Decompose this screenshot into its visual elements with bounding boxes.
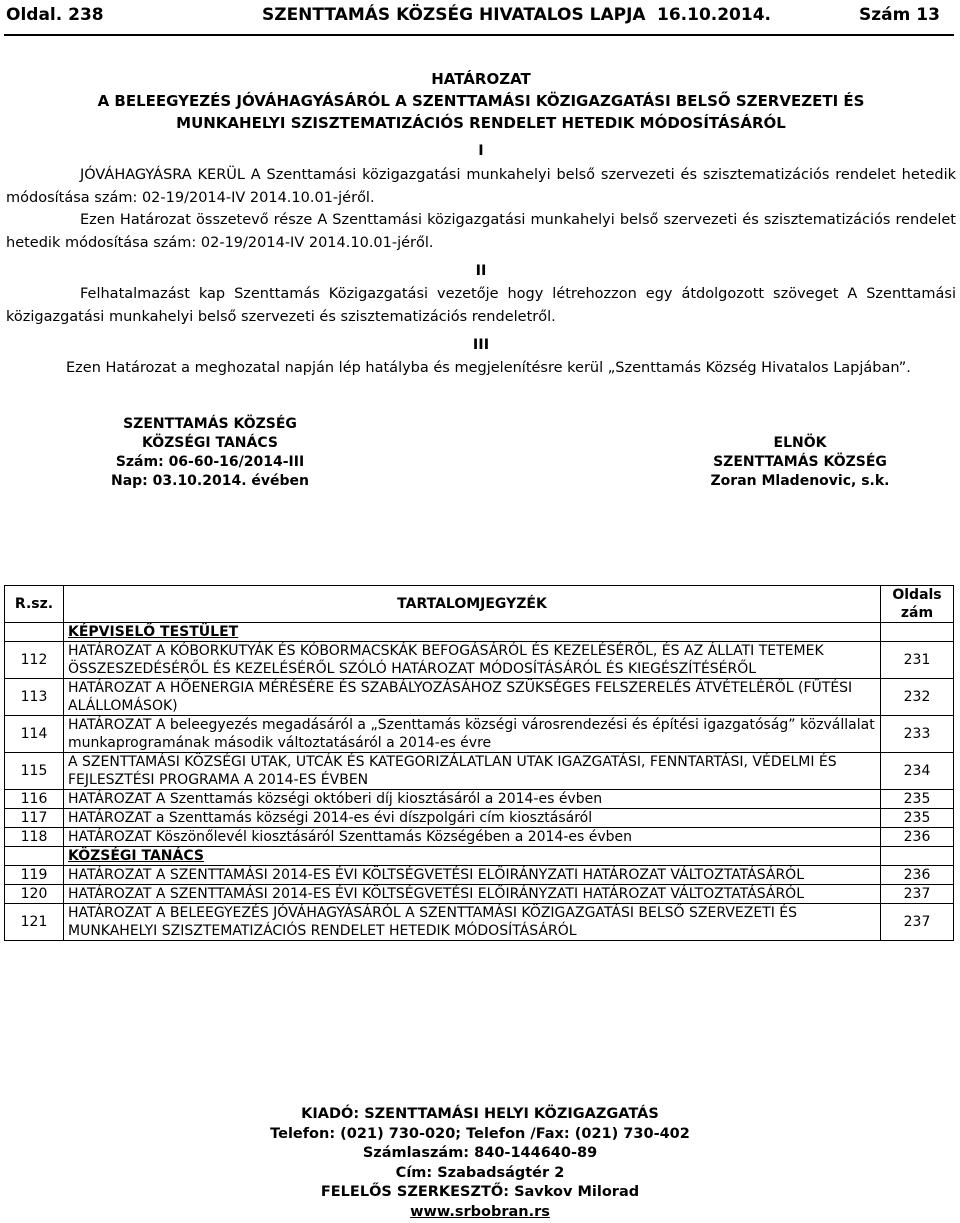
signature-president (660, 434, 940, 491)
entry-page: 236 (881, 828, 954, 847)
entry-page: 234 (881, 753, 954, 790)
entry-page: 235 (881, 809, 954, 828)
section-iii-heading: III (472, 337, 490, 353)
resolution-title (6, 68, 956, 134)
toc-section-row (5, 847, 954, 866)
publication-title: SZENTTAMÁS KÖZSÉG HIVATALOS LAPJA (262, 5, 646, 25)
signature-council (60, 415, 360, 491)
section-ii-heading: II (475, 263, 487, 279)
section-i-heading: I (478, 143, 484, 159)
entry-number: 117 (5, 809, 64, 828)
entry-page: 231 (881, 642, 954, 679)
col-number-header: R.sz. (5, 586, 64, 623)
entry-number: 121 (5, 904, 64, 941)
council-number: Szám: 06-60-16/2014-III (115, 454, 305, 470)
publisher-footer (0, 1105, 960, 1222)
entry-number: 118 (5, 828, 64, 847)
entry-page: 237 (881, 904, 954, 941)
entry-title: HATÁROZAT A Szenttamás községi októberi díj kiosztásáról a 2014-es évben (64, 790, 881, 809)
table-row (5, 679, 954, 716)
title-line-3: MUNKAHELYI SZISZTEMATIZÁCIÓS RENDELET HETEDIK MÓDOSÍTÁSÁRÓL (176, 114, 786, 132)
table-row (5, 904, 954, 941)
entry-title: HATÁROZAT Köszönőlevél kiosztásáról Szenttamás Községében a 2014-es évben (64, 828, 881, 847)
col-title-header: TARTALOMJEGYZÉK (64, 586, 881, 623)
entry-title: HATÁROZAT A beleegyezés megadásáról a „Szenttamás községi városrendezési és építési igazgatóság” közvállalat munkaprogramának második változtatásáról a 2014-es évre (64, 716, 881, 753)
publisher: KIADÓ: SZENTTAMÁSI HELYI KÖZIGAZGATÁS (301, 1106, 659, 1122)
president-name: Zoran Mladenovic, s.k. (710, 473, 890, 489)
entry-number: 119 (5, 866, 64, 885)
paragraph-2: Ezen Határozat összetevő része A Szenttamási közigazgatási munkahelyi belső szervezeti és szisztematizációs rendelet hetedik módosítása szám: 02-19/2014-IV 2014.10.01-jéről. (6, 212, 956, 251)
table-row (5, 866, 954, 885)
entry-number: 113 (5, 679, 64, 716)
entry-number: 112 (5, 642, 64, 679)
account-number: Számlaszám: 840-144640-89 (362, 1145, 598, 1161)
entry-page: 237 (881, 885, 954, 904)
paragraph-1: JÓVÁHAGYÁSRA KERÜL A Szenttamási közigazgatási munkahelyi belső szervezeti és szisztematizációs rendelet hetedik módosítása szám: 02-19/2014-IV 2014.10.01-jéről. (6, 167, 956, 206)
president-municipality: SZENTTAMÁS KÖZSÉG (713, 454, 887, 470)
council-line-1: SZENTTAMÁS KÖZSÉG (123, 416, 297, 432)
entry-title: HATÁROZAT a Szenttamás községi 2014-es évi díszpolgári cím kiosztásáról (64, 809, 881, 828)
table-row (5, 642, 954, 679)
table-row (5, 828, 954, 847)
table-row (5, 790, 954, 809)
issue-date: 16.10.2014. (657, 5, 772, 25)
website-link[interactable]: www.srbobran.rs (410, 1203, 550, 1220)
toc-header-row (5, 586, 954, 623)
president-title: ELNÖK (773, 435, 827, 451)
table-row (5, 753, 954, 790)
table-row (5, 809, 954, 828)
col-page-header: Oldals zám (881, 586, 954, 623)
entry-title: HATÁROZAT A BELEEGYEZÉS JÓVÁHAGYÁSÁRÓL A SZENTTAMÁSI KÖZIGAZGATÁSI BELSŐ SZERVEZETI ÉS MUNKAHELYI SZISZTEMATIZÁCIÓS RENDELET HETEDIK MÓDOSÍTÁSÁRÓL (64, 904, 881, 941)
table-row (5, 885, 954, 904)
address: Cím: Szabadságtér 2 (395, 1164, 565, 1181)
entry-page: 236 (881, 866, 954, 885)
page-header (4, 0, 954, 36)
paragraph-4: Ezen Határozat a meghozatal napján lép hatályba és megjelenítésre kerül „Szenttamás Község Hivatalos Lapjában”. (66, 360, 911, 376)
entry-number: 116 (5, 790, 64, 809)
entry-title: HATÁROZAT A KÓBORKUTYÁK ÉS KÓBORMACSKÁK BEFOGÁSÁRÓL ÉS KEZELÉSÉRŐL, ÉS AZ ÁLLATI TETEMEK ÖSSZESZEDÉSÉRŐL ÉS KEZELÉSÉRŐL SZÓLÓ HATÁROZAT MÓDOSÍTÁSÁRÓL ÉS KIEGÉSZÍTÉSÉRŐL (64, 642, 881, 679)
title-line-2: A BELEEGYEZÉS JÓVÁHAGYÁSÁRÓL A SZENTTAMÁSI KÖZIGAZGATÁSI BELSŐ SZERVEZETI ÉS (97, 92, 865, 110)
title-line-1: HATÁROZAT (431, 70, 531, 88)
toc-section-row (5, 623, 954, 642)
entry-page: 232 (881, 679, 954, 716)
section-heading: KÉPVISELŐ TESTÜLET (64, 623, 881, 642)
entry-page: 235 (881, 790, 954, 809)
entry-title: HATÁROZAT A SZENTTAMÁSI 2014-ES ÉVI KÖLTSÉGVETÉSI ELŐIRÁNYZATI HATÁROZAT VÁLTOZTATÁSÁRÓL (64, 885, 881, 904)
entry-title: HATÁROZAT A SZENTTAMÁSI 2014-ES ÉVI KÖLTSÉGVETÉSI ELŐIRÁNYZATI HATÁROZAT VÁLTOZTATÁSÁRÓL (64, 866, 881, 885)
table-of-contents (4, 585, 954, 941)
entry-number: 114 (5, 716, 64, 753)
council-line-2: KÖZSÉGI TANÁCS (142, 435, 278, 451)
entry-number: 115 (5, 753, 64, 790)
entry-title: A SZENTTAMÁSI KÖZSÉGI UTAK, UTCÁK ÉS KATEGORIZÁLATLAN UTAK IGAZGATÁSI, FENNTARTÁSI, VÉDELMI ÉS FEJLESZTÉSI PROGRAMA A 2014-ES ÉVBEN (64, 753, 881, 790)
council-date: Nap: 03.10.2014. évében (110, 473, 310, 489)
phone: Telefon: (021) 730-020; Telefon /Fax: (021) 730-402 (270, 1125, 690, 1142)
page-number: Oldal. 238 (6, 5, 104, 25)
section-heading: KÖZSÉGI TANÁCS (64, 847, 881, 866)
table-row (5, 716, 954, 753)
editor: FELELŐS SZERKESZTŐ: Savkov Milorad (320, 1184, 640, 1200)
entry-title: HATÁROZAT A HŐENERGIA MÉRÉSÉRE ÉS SZABÁLYOZÁSÁHOZ SZÜKSÉGES FELSZERELÉS ÁTVÉTELÉRŐL (FŰTÉSI ALÁLLOMÁSOK) (64, 679, 881, 716)
entry-number: 120 (5, 885, 64, 904)
issue-number: Szám 13 (859, 5, 940, 25)
entry-page: 233 (881, 716, 954, 753)
paragraph-3: Felhatalmazást kap Szenttamás Közigazgatási vezetője hogy létrehozzon egy átdolgozott szöveget A Szenttamási közigazgatási munkahelyi belső szervezeti és szisztematizációs rendeletről. (6, 286, 956, 325)
